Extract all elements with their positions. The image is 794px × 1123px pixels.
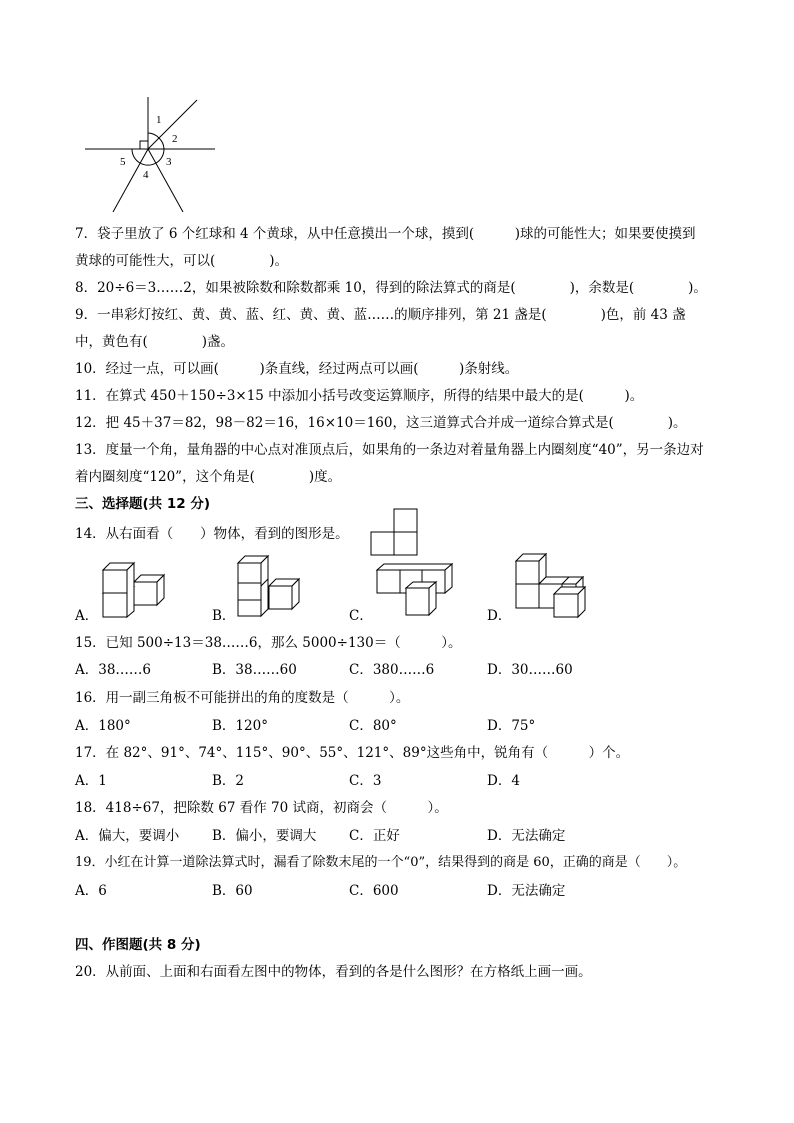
q17-option-b[interactable]: B．2	[212, 773, 245, 789]
q14-option-b-label[interactable]: B．	[212, 608, 236, 624]
q18-option-c[interactable]: C．正好	[349, 828, 400, 844]
q19-option-c[interactable]: C．600	[349, 883, 399, 899]
angle-label-5: 5	[120, 156, 126, 168]
q15-option-c[interactable]: C．380……6	[349, 662, 435, 678]
q14-option-c-label[interactable]: C．	[349, 608, 373, 624]
q14-option-b-cubes	[235, 554, 307, 620]
q17-stem: 17．在 82°、91°、74°、115°、90°、55°、121°、89°这些角中，锐角有（ ）个。	[75, 745, 630, 761]
q12-line: 12．把 45＋37＝82，98－82＝16，16×10＝160，这三道算式合并成一道综合算式是( )。	[75, 415, 687, 431]
q8-line: 8．20÷6＝3……2，如果被除数和除数都乘 10，得到的除法算式的商是( )，余数是( )。	[75, 280, 707, 296]
q7-line-2: 黄球的可能性大，可以( )。	[75, 253, 289, 269]
q14-option-c-cubes	[372, 562, 457, 620]
q16-option-a[interactable]: A．180°	[75, 718, 131, 734]
q14-reference-shape	[371, 508, 421, 556]
q14-option-a-cubes	[100, 560, 170, 622]
q18-stem: 18．418÷67，把除数 67 看作 70 试商，初商会（ ）。	[75, 800, 448, 816]
q19-option-d[interactable]: D．无法确定	[487, 883, 566, 899]
q9-line-2: 中，黄色有( )盏。	[75, 334, 235, 350]
q17-option-d[interactable]: D．4	[487, 773, 520, 789]
q18-option-a[interactable]: A．偏大，要调小	[75, 828, 180, 844]
q19-option-a[interactable]: A．6	[75, 883, 107, 899]
q20-stem: 20．从前面、上面和右面看左图中的物体，看到的各是什么图形？在方格纸上画一画。	[75, 964, 592, 980]
q18-option-d[interactable]: D．无法确定	[487, 828, 566, 844]
q11-line: 11．在算式 450＋150÷3×15 中添加小括号改变运算顺序，所得的结果中最大的是( )。	[75, 388, 644, 404]
q15-option-a[interactable]: A．38……6	[75, 662, 152, 678]
q14-option-d-cubes	[512, 552, 597, 620]
q16-stem: 16．用一副三角板不可能拼出的角的度数是（ ）。	[75, 690, 410, 706]
q15-option-d[interactable]: D．30……60	[487, 662, 573, 678]
angle-label-3: 3	[166, 156, 172, 168]
q10-line: 10．经过一点，可以画( )条直线，经过两点可以画( )条射线。	[75, 361, 519, 377]
q16-option-c[interactable]: C．80°	[349, 718, 397, 734]
angle-label-4: 4	[143, 169, 149, 181]
q15-option-b[interactable]: B．38……60	[212, 662, 297, 678]
q17-option-c[interactable]: C．3	[349, 773, 382, 789]
section-4-title: 四、作图题(共 8 分)	[75, 937, 201, 953]
q14-option-a-label[interactable]: A．	[75, 608, 99, 624]
q7-line-1: 7．袋子里放了 6 个红球和 4 个黄球，从中任意摸出一个球，摸到( )球的可能性大；如果要使摸到	[75, 226, 696, 242]
q14-stem: 14．从右面看（ ）物体，看到的图形是。	[75, 526, 349, 542]
q16-option-d[interactable]: D．75°	[487, 718, 536, 734]
q13-line-2: 着内圈刻度“120”，这个角是( )度。	[75, 469, 342, 485]
section-3-title: 三、选择题(共 12 分)	[75, 496, 211, 512]
q9-line-1: 9．一串彩灯按红、黄、黄、蓝、红、黄、黄、蓝……的顺序排列，第 21 盏是( )色，前 43 盏	[75, 307, 686, 323]
angle-label-1: 1	[156, 114, 162, 126]
q19-option-b[interactable]: B．60	[212, 883, 253, 899]
q17-option-a[interactable]: A．1	[75, 773, 107, 789]
angle-diagram	[80, 92, 220, 217]
angle-label-2: 2	[172, 133, 178, 145]
q18-option-b[interactable]: B．偏小，要调大	[212, 828, 317, 844]
q15-stem: 15．已知 500÷13＝38……6，那么 5000÷130＝（ ）。	[75, 635, 462, 651]
q13-line-1: 13．度量一个角，量角器的中心点对准顶点后，如果角的一条边对着量角器上内圈刻度“40”，另一条边对	[75, 442, 704, 458]
q16-option-b[interactable]: B．120°	[212, 718, 268, 734]
q19-stem: 19．小红在计算一道除法算式时，漏看了除数末尾的一个“0”，结果得到的商是 60，正确的商是（ ）。	[75, 855, 687, 870]
q14-option-d-label[interactable]: D．	[487, 608, 512, 624]
